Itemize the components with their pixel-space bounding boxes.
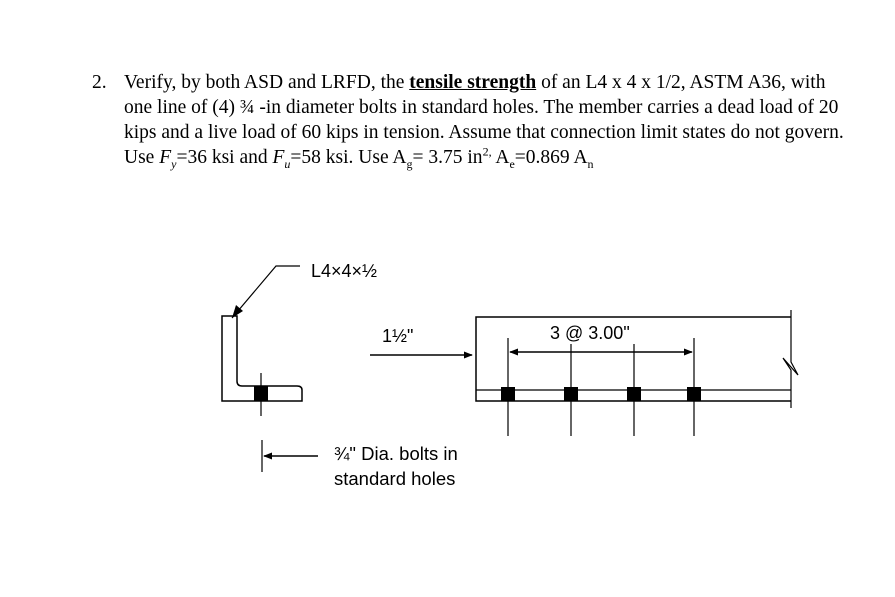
fy-symbol: F xyxy=(159,147,172,168)
fy-subscript: y xyxy=(171,156,177,171)
an-subscript: n xyxy=(587,156,594,171)
problem-text-part1: Verify, by both ASD and LRFD, the xyxy=(124,72,410,93)
spacing-label: 3 @ 3.00" xyxy=(550,323,630,343)
ag-subscript: g xyxy=(406,156,413,171)
ag-value: = 3.75 in xyxy=(412,147,483,168)
section-leader xyxy=(232,266,300,318)
ag-superscript: 2, xyxy=(482,144,492,159)
bolt-mark xyxy=(627,387,641,401)
bolt-note-line1: ¾" Dia. bolts in xyxy=(334,443,458,464)
section-label: L4×4×½ xyxy=(311,261,378,281)
bolt-mark xyxy=(687,387,701,401)
problem-number: 2. xyxy=(92,72,107,93)
ae-value: =0.869 A xyxy=(514,147,588,168)
break-symbol xyxy=(783,310,798,408)
bolt-note-line2: standard holes xyxy=(334,468,456,489)
ae-subscript: e xyxy=(509,156,515,171)
bolt-mark xyxy=(564,387,578,401)
fu-subscript: u xyxy=(284,156,291,171)
fu-symbol: F xyxy=(272,147,285,168)
tensile-strength-emphasis: tensile strength xyxy=(409,72,537,93)
edge-distance-label: 1½" xyxy=(382,326,414,346)
ae-symbol: A xyxy=(491,147,510,168)
fy-value: =36 ksi and xyxy=(176,147,273,168)
fu-value: =58 ksi. Use A xyxy=(290,147,407,168)
bolt-mark xyxy=(501,387,515,401)
problem-text-part2: of an L4 x 4 x 1/2, ASTM A36, with one line of (4) ¾ -in diameter bolts in standard holes. The member carries a dead load of 20 kips and a live load of 60 kips in tension. Assume that connection limit states do not govern. Use xyxy=(124,72,844,168)
